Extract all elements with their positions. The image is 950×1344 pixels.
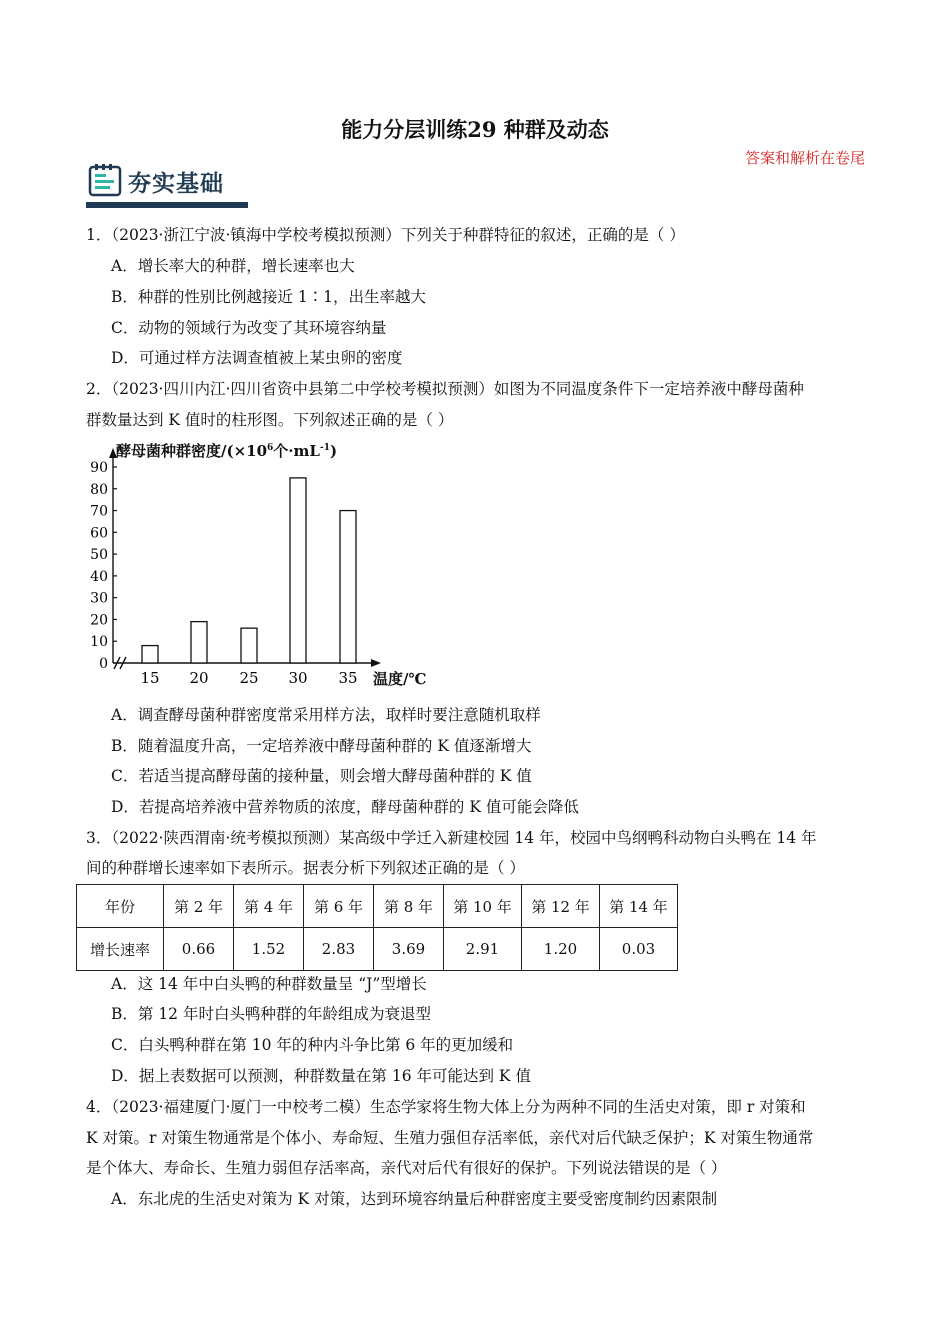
y-tick-label: 40 [90, 568, 108, 585]
x-axis-arrow [371, 659, 381, 667]
section-label: 夯实基础 [128, 171, 224, 197]
table-cell: 0.03 [600, 928, 678, 971]
q3-option-b: B．第 12 年时白头鸭种群的年龄组成为衰退型 [111, 1005, 431, 1023]
table-header-cell: 第 4 年 [234, 885, 304, 928]
q3-option-a: A．这 14 年中白头鸭的种群数量呈 “J”型增长 [111, 975, 427, 993]
table-header-cell: 第 6 年 [304, 885, 374, 928]
bar-15 [142, 646, 158, 663]
bars [142, 478, 356, 663]
q4-stem-line3: 是个体大、寿命长、生殖力弱但存活率高，亲代对后代有很好的保护。下列说法错误的是（ ） [86, 1159, 727, 1177]
q2-stem-line2: 群数量达到 K 值时的柱形图。下列叙述正确的是（ ） [86, 411, 454, 429]
notepad-icon [90, 164, 120, 195]
table-cell: 1.20 [522, 928, 600, 971]
x-ticks [140, 669, 357, 687]
q3-option-c: C．白头鸭种群在第 10 年的种内斗争比第 6 年的更加缓和 [111, 1036, 514, 1054]
table-header-cell: 年份 [77, 885, 164, 928]
table-row-label: 增长速率 [77, 928, 164, 971]
table-header-cell: 第 8 年 [374, 885, 444, 928]
q1-option-a: A．增长率大的种群，增长速率也大 [111, 257, 355, 275]
y-tick-label: 30 [90, 590, 108, 607]
y-tick-label: 80 [90, 481, 108, 498]
bar-25 [241, 628, 257, 663]
bar-35 [340, 511, 356, 663]
q2-stem-line1: 2．（2023·四川内江·四川省资中县第二中学校考模拟预测）如图为不同温度条件下一定培养液中酵母菌种 [86, 380, 804, 398]
q3-option-d: D．据上表数据可以预测，种群数量在第 16 年可能达到 K 值 [111, 1067, 531, 1085]
table-header-row [77, 885, 678, 928]
table-cell: 0.66 [164, 928, 234, 971]
q2-option-a: A．调查酵母菌种群密度常采用样方法，取样时要注意随机取样 [111, 706, 541, 724]
page-title: 能力分层训练29 种群及动态 [341, 117, 609, 142]
y-tick-label: 50 [90, 547, 108, 564]
table-cell: 1.52 [234, 928, 304, 971]
x-tick-label: 15 [140, 669, 160, 687]
x-tick-label: 20 [189, 669, 209, 687]
y-tick-label: 20 [90, 612, 108, 629]
x-tick-label: 35 [338, 669, 358, 687]
table-header-cell: 第 2 年 [164, 885, 234, 928]
table-cell: 2.91 [444, 928, 522, 971]
q2-option-b: B．随着温度升高，一定培养液中酵母菌种群的 K 值逐渐增大 [111, 737, 532, 755]
y-tick-label: 10 [90, 634, 108, 651]
q4-stem-line2: K 对策。r 对策生物通常是个体小、寿命短、生殖力强但存活率低，亲代对后代缺乏保护；K 对策生物通常 [86, 1129, 814, 1147]
answer-note: 答案和解析在卷尾 [744, 149, 865, 167]
growth-rate-table [76, 884, 678, 971]
table-header-cell: 第 12 年 [522, 885, 600, 928]
y-axis-label: 酵母菌种群密度$/(\times 10^6$个$\cdot mL^{-1}$) [116, 442, 338, 460]
q1-option-b: B．种群的性别比例越接近 1∶1，出生率越大 [111, 288, 427, 306]
q1-stem: 1．（2023·浙江宁波·镇海中学校考模拟预测）下列关于种群特征的叙述，正确的是（ ） [86, 226, 685, 244]
bar-20 [191, 622, 207, 663]
q3-stem-line2: 间的种群增长速率如下表所示。据表分析下列叙述正确的是（ ） [86, 859, 525, 877]
q2-option-d: D．若提高培养液中营养物质的浓度，酵母菌种群的 K 值可能会降低 [111, 798, 579, 816]
table-header-cell: 第 14 年 [600, 885, 678, 928]
x-tick-label: 25 [239, 669, 259, 687]
y-tick-label: 0 [99, 656, 108, 672]
table-cell: 3.69 [374, 928, 444, 971]
yeast-bar-chart [86, 438, 446, 694]
y-tick-label: 70 [90, 503, 108, 520]
bar-30 [290, 478, 306, 663]
q1-option-d: D．可通过样方法调查植被上某虫卵的密度 [111, 349, 403, 367]
x-axis-label: 温度/℃ [373, 670, 427, 688]
x-tick-label: 30 [288, 669, 308, 687]
q4-option-a: A．东北虎的生活史对策为 K 对策，达到环境容纳量后种群密度主要受密度制约因素限制 [111, 1190, 718, 1208]
q4-stem-line1: 4．（2023·福建厦门·厦门一中校考二模）生态学家将生物大体上分为两种不同的生活史对策，即 r 对策和 [86, 1098, 806, 1116]
y-tick-label: 60 [90, 525, 108, 542]
q1-option-c: C．动物的领域行为改变了其环境容纳量 [111, 319, 387, 337]
table-header-cell: 第 10 年 [444, 885, 522, 928]
table-row [77, 928, 678, 971]
y-tick-label: 90 [90, 460, 108, 476]
q2-option-c: C．若适当提高酵母菌的接种量，则会增大酵母菌种群的 K 值 [111, 767, 532, 785]
q3-stem-line1: 3．（2022·陕西渭南·统考模拟预测）某高级中学迁入新建校园 14 年，校园中鸟纲鸭科动物白头鸭在 14 年 [86, 829, 817, 847]
table-cell: 2.83 [304, 928, 374, 971]
